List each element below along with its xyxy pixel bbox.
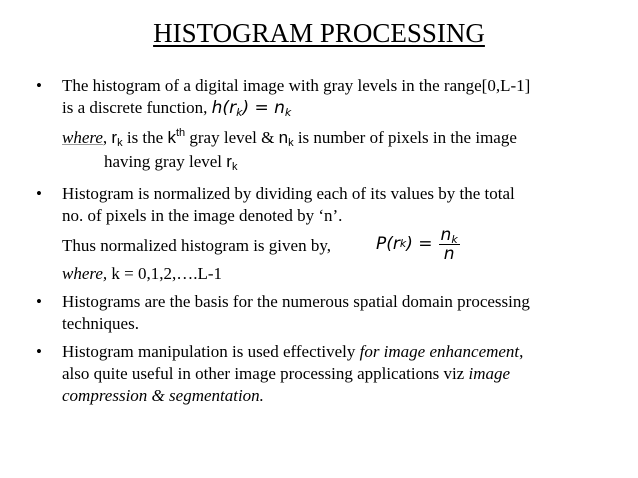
norm-eq-equals: ) =	[406, 234, 433, 254]
bullet-2-where: where,	[62, 264, 108, 283]
eq-r-sub: k	[236, 106, 243, 119]
bullet-3-line-1: Histograms are the basis for the numerous spatial domain processing	[62, 292, 530, 311]
bullet-4-line-2-text: also quite useful in other image processing applications viz	[62, 364, 469, 383]
bullet-1-glyph: •	[36, 76, 42, 95]
bullet-4-text-a: Histogram manipulation is used effectively	[62, 342, 360, 361]
where-line-1	[62, 128, 517, 148]
bullet-2-line-4	[62, 264, 222, 284]
bullet-4-comma: ,	[519, 342, 524, 361]
norm-eq-numerator	[439, 226, 460, 245]
where-text-3: is number of pixels in the image	[293, 128, 517, 147]
bullet-2-line-3: Thus normalized histogram is given by,	[62, 236, 331, 255]
where-r-sub: k	[117, 137, 123, 149]
bullet-1-line-2-text: is a discrete function,	[62, 98, 212, 117]
where-line-2-r-sub: k	[231, 161, 238, 173]
where-text-2: gray level &	[185, 128, 279, 147]
normalized-histogram-equation: P(r k ) = $\frac{n_k}{n}$	[376, 224, 458, 264]
where-line-2-r: r	[226, 152, 232, 171]
eq-r: r	[229, 98, 237, 118]
where-text-1: is the	[122, 128, 168, 147]
norm-eq-num-n: n	[440, 224, 452, 245]
bullet-2-line-1: Histogram is normalized by dividing each of its values by the total	[62, 184, 515, 203]
bullet-4-glyph: •	[36, 342, 42, 361]
bullet-4-line-1	[62, 342, 523, 362]
eq-n-sub: k	[284, 106, 292, 119]
where-n-sub: k	[288, 137, 294, 149]
norm-eq-p: P(r	[376, 234, 400, 254]
eq-equals-n: ) = n	[242, 98, 285, 118]
where-k: k	[167, 128, 176, 147]
norm-eq-fraction	[439, 226, 460, 263]
bullet-4-line-2-italic: image	[468, 364, 511, 383]
where-th: th	[175, 127, 186, 139]
where-r: r	[111, 128, 118, 147]
histogram-equation	[212, 98, 292, 118]
bullet-4-line-3: compression & segmentation.	[62, 386, 264, 405]
bullet-3-glyph: •	[36, 292, 42, 311]
where-n: n	[278, 128, 289, 147]
where-line-2-text: having gray level	[104, 152, 227, 171]
bullet-2-glyph: •	[36, 184, 42, 203]
bullet-2-line-2: no. of pixels in the image denoted by ‘n’.	[62, 206, 343, 225]
bullet-1-line-1: The histogram of a digital image with gray levels in the range[0,L-1]	[62, 76, 531, 95]
where-word: where	[62, 128, 103, 147]
eq-h: h(	[211, 98, 230, 118]
bullet-2-k-range: k = 0,1,2,….L-1	[107, 264, 223, 283]
norm-eq-num-sub: k	[451, 232, 458, 246]
bullet-4-text-italic: for image enhancement	[359, 342, 520, 361]
where-line-2	[104, 152, 237, 172]
slide-title: HISTOGRAM PROCESSING	[153, 18, 485, 48]
norm-eq-denominator: n	[443, 243, 455, 264]
where-comma: ,	[102, 128, 112, 147]
bullet-1-line-2	[62, 98, 291, 118]
bullet-3-line-2: techniques.	[62, 314, 139, 333]
bullet-4-line-2	[62, 364, 510, 384]
